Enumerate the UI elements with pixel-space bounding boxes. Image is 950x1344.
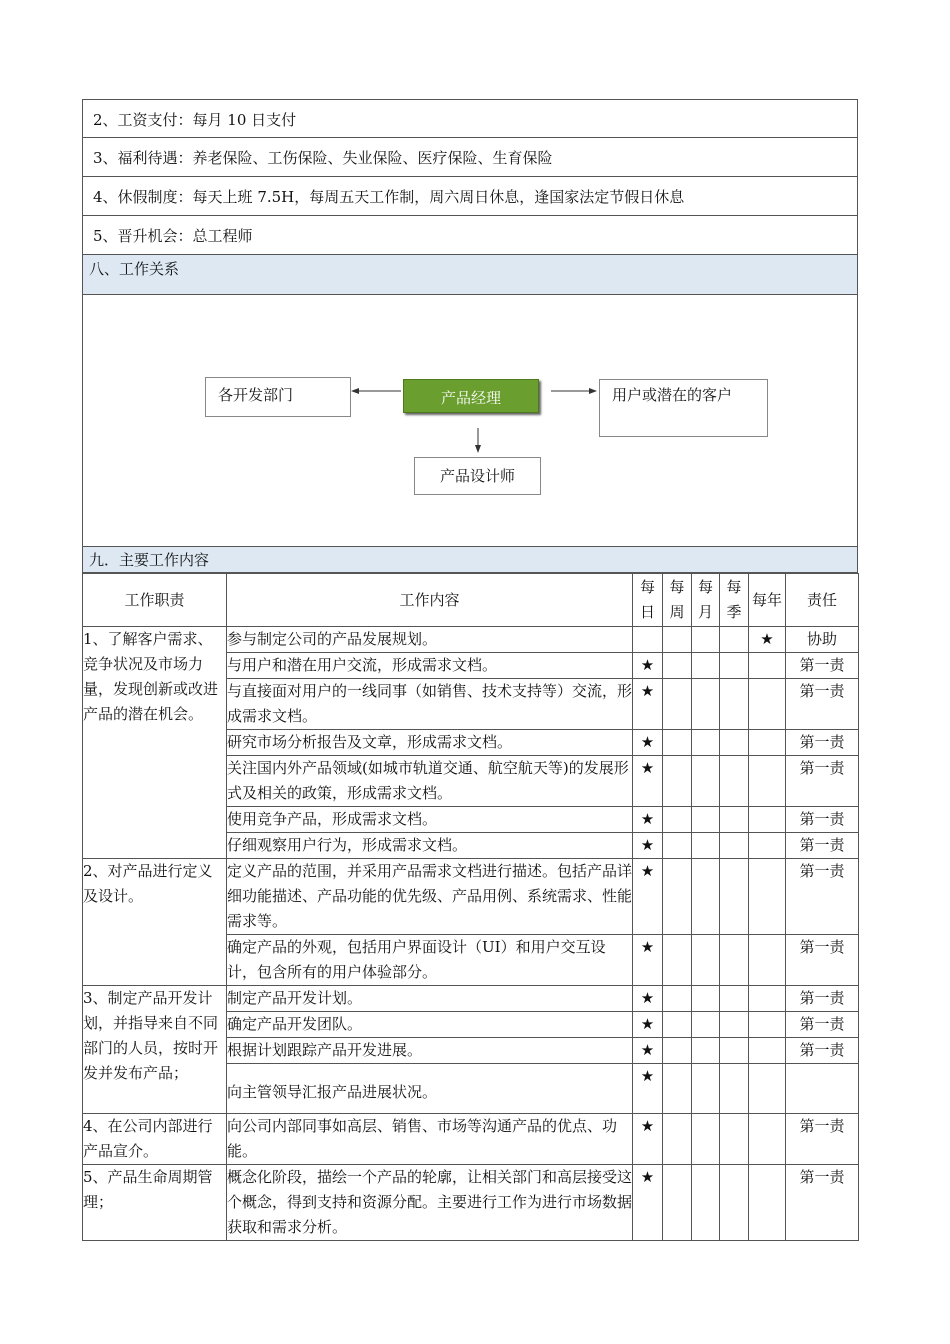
content-cell: 根据计划跟踪产品开发进展。 [227, 1038, 633, 1064]
work-relations-diagram [82, 295, 858, 547]
yearly-cell [749, 1165, 786, 1241]
responsibility-cell: 第一责 [786, 1114, 859, 1165]
center-node: 产品经理 [403, 379, 539, 413]
quarterly-cell [720, 1038, 749, 1064]
responsibility-cell: 第一责 [786, 653, 859, 679]
content-cell: 确定产品的外观，包括用户界面设计（UI）和用户交互设计，包含所有的用户体验部分。 [227, 935, 633, 986]
yearly-cell [749, 1064, 786, 1114]
daily-cell: ★ [633, 1165, 663, 1241]
monthly-cell [692, 1114, 720, 1165]
responsibility-cell: 第一责 [786, 730, 859, 756]
daily-cell: ★ [633, 1114, 663, 1165]
yearly-cell [749, 1114, 786, 1165]
weekly-cell [663, 986, 692, 1012]
responsibility-cell: 第一责 [786, 807, 859, 833]
daily-cell: ★ [633, 653, 663, 679]
responsibility-cell: 协助 [786, 627, 859, 653]
quarterly-cell [720, 1012, 749, 1038]
daily-cell: ★ [633, 935, 663, 986]
monthly-cell [692, 833, 720, 859]
yearly-cell [749, 1012, 786, 1038]
content-cell: 制定产品开发计划。 [227, 986, 633, 1012]
weekly-cell [663, 627, 692, 653]
table-header [83, 574, 859, 627]
daily-cell [633, 627, 663, 653]
duty-cell: 1、了解客户需求、竞争状况及市场力量，发现创新或改进产品的潜在机会。 [83, 627, 227, 859]
yearly-cell [749, 935, 786, 986]
responsibility-cell: 第一责 [786, 833, 859, 859]
arrow-down-head [475, 445, 481, 453]
quarterly-cell [720, 1064, 749, 1114]
monthly-cell [692, 1012, 720, 1038]
responsibility-cell: 第一责 [786, 859, 859, 935]
header-monthly: 每月 [692, 574, 720, 627]
section-work-relations: 八、工作关系 [82, 255, 858, 295]
weekly-cell [663, 1165, 692, 1241]
content-cell: 仔细观察用户行为，形成需求文档。 [227, 833, 633, 859]
content-cell: 确定产品开发团队。 [227, 1012, 633, 1038]
weekly-cell [663, 859, 692, 935]
monthly-cell [692, 935, 720, 986]
header-daily: 每日 [633, 574, 663, 627]
content-cell: 向公司内部同事如高层、销售、市场等沟通产品的优点、功能。 [227, 1114, 633, 1165]
header-responsibility: 责任 [786, 574, 859, 627]
table-row [83, 859, 859, 935]
daily-cell: ★ [633, 1038, 663, 1064]
daily-cell: ★ [633, 807, 663, 833]
table-row [83, 627, 859, 653]
monthly-cell [692, 756, 720, 807]
monthly-cell [692, 1064, 720, 1114]
table-row [83, 986, 859, 1012]
content-cell: 关注国内外产品领域(如城市轨道交通、航空航天等)的发展形式及相关的政策，形成需求文档。 [227, 756, 633, 807]
responsibility-cell: 第一责 [786, 1012, 859, 1038]
quarterly-cell [720, 679, 749, 730]
quarterly-cell [720, 653, 749, 679]
relation-arrows [83, 295, 859, 547]
responsibility-cell: 第一责 [786, 679, 859, 730]
responsibility-cell: 第一责 [786, 1038, 859, 1064]
monthly-cell [692, 730, 720, 756]
content-cell: 向主管领导汇报产品进展状况。 [227, 1064, 633, 1114]
content-cell: 研究市场分析报告及文章，形成需求文档。 [227, 730, 633, 756]
duty-cell: 2、对产品进行定义及设计。 [83, 859, 227, 986]
daily-cell: ★ [633, 859, 663, 935]
weekly-cell [663, 756, 692, 807]
quarterly-cell [720, 627, 749, 653]
quarterly-cell [720, 859, 749, 935]
weekly-cell [663, 730, 692, 756]
responsibility-cell: 第一责 [786, 986, 859, 1012]
daily-cell: ★ [633, 1064, 663, 1114]
left-node: 各开发部门 [205, 377, 351, 417]
weekly-cell [663, 1012, 692, 1038]
duty-cell: 5、产品生命周期管理； [83, 1165, 227, 1241]
header-content: 工作内容 [227, 574, 633, 627]
weekly-cell [663, 1064, 692, 1114]
arrow-right-head [589, 388, 597, 394]
document [82, 99, 858, 1241]
monthly-cell [692, 859, 720, 935]
yearly-cell [749, 653, 786, 679]
content-cell: 概念化阶段，描绘一个产品的轮廓，让相关部门和高层接受这个概念，得到支持和资源分配。主要进行工作为进行市场数据获取和需求分析。 [227, 1165, 633, 1241]
yearly-cell [749, 807, 786, 833]
quarterly-cell [720, 986, 749, 1012]
yearly-cell [749, 730, 786, 756]
daily-cell: ★ [633, 1012, 663, 1038]
bottom-node: 产品设计师 [414, 457, 541, 495]
monthly-cell [692, 1038, 720, 1064]
monthly-cell [692, 1165, 720, 1241]
yearly-cell [749, 679, 786, 730]
responsibility-cell: 第一责 [786, 1165, 859, 1241]
weekly-cell [663, 807, 692, 833]
work-content-table [82, 573, 859, 1241]
duty-cell: 3、制定产品开发计划，并指导来自不同部门的人员，按时开发并发布产品； [83, 986, 227, 1114]
weekly-cell [663, 935, 692, 986]
daily-cell: ★ [633, 833, 663, 859]
daily-cell: ★ [633, 730, 663, 756]
responsibility-cell: 第一责 [786, 756, 859, 807]
weekly-cell [663, 1114, 692, 1165]
monthly-cell [692, 627, 720, 653]
header-duty: 工作职责 [83, 574, 227, 627]
quarterly-cell [720, 935, 749, 986]
header-yearly: 每年 [749, 574, 786, 627]
responsibility-cell [786, 1064, 859, 1114]
header-quarterly: 每季 [720, 574, 749, 627]
quarterly-cell [720, 1114, 749, 1165]
header-weekly: 每周 [663, 574, 692, 627]
responsibility-cell: 第一责 [786, 935, 859, 986]
monthly-cell [692, 653, 720, 679]
yearly-cell [749, 756, 786, 807]
weekly-cell [663, 1038, 692, 1064]
monthly-cell [692, 986, 720, 1012]
yearly-cell [749, 859, 786, 935]
quarterly-cell [720, 730, 749, 756]
monthly-cell [692, 679, 720, 730]
quarterly-cell [720, 1165, 749, 1241]
duty-cell: 4、在公司内部进行产品宣介。 [83, 1114, 227, 1165]
salary-payment-row: 2、工资支付：每月 10 日支付 [82, 99, 858, 138]
content-cell: 与直接面对用户的一线同事（如销售、技术支持等）交流，形成需求文档。 [227, 679, 633, 730]
quarterly-cell [720, 833, 749, 859]
weekly-cell [663, 833, 692, 859]
daily-cell: ★ [633, 756, 663, 807]
content-cell: 与用户和潜在用户交流，形成需求文档。 [227, 653, 633, 679]
weekly-cell [663, 679, 692, 730]
benefits-row: 3、福利待遇：养老保险、工伤保险、失业保险、医疗保险、生育保险 [82, 138, 858, 177]
vacation-row: 4、休假制度：每天上班 7.5H，每周五天工作制，周六周日休息，逢国家法定节假日休息 [82, 177, 858, 216]
daily-cell: ★ [633, 679, 663, 730]
section-main-work: 九．主要工作内容 [82, 547, 858, 573]
yearly-cell [749, 986, 786, 1012]
monthly-cell [692, 807, 720, 833]
content-cell: 定义产品的范围，并采用产品需求文档进行描述。包括产品详细功能描述、产品功能的优先级、产品用例、系统需求、性能需求等。 [227, 859, 633, 935]
quarterly-cell [720, 807, 749, 833]
content-cell: 使用竞争产品，形成需求文档。 [227, 807, 633, 833]
arrow-left-head [351, 388, 359, 394]
quarterly-cell [720, 756, 749, 807]
table-row [83, 1114, 859, 1165]
yearly-cell [749, 833, 786, 859]
yearly-cell [749, 1038, 786, 1064]
yearly-cell: ★ [749, 627, 786, 653]
daily-cell: ★ [633, 986, 663, 1012]
weekly-cell [663, 653, 692, 679]
table-row [83, 1165, 859, 1241]
promotion-row: 5、晋升机会：总工程师 [82, 216, 858, 255]
right-node: 用户或潜在的客户 [599, 379, 768, 437]
content-cell: 参与制定公司的产品发展规划。 [227, 627, 633, 653]
